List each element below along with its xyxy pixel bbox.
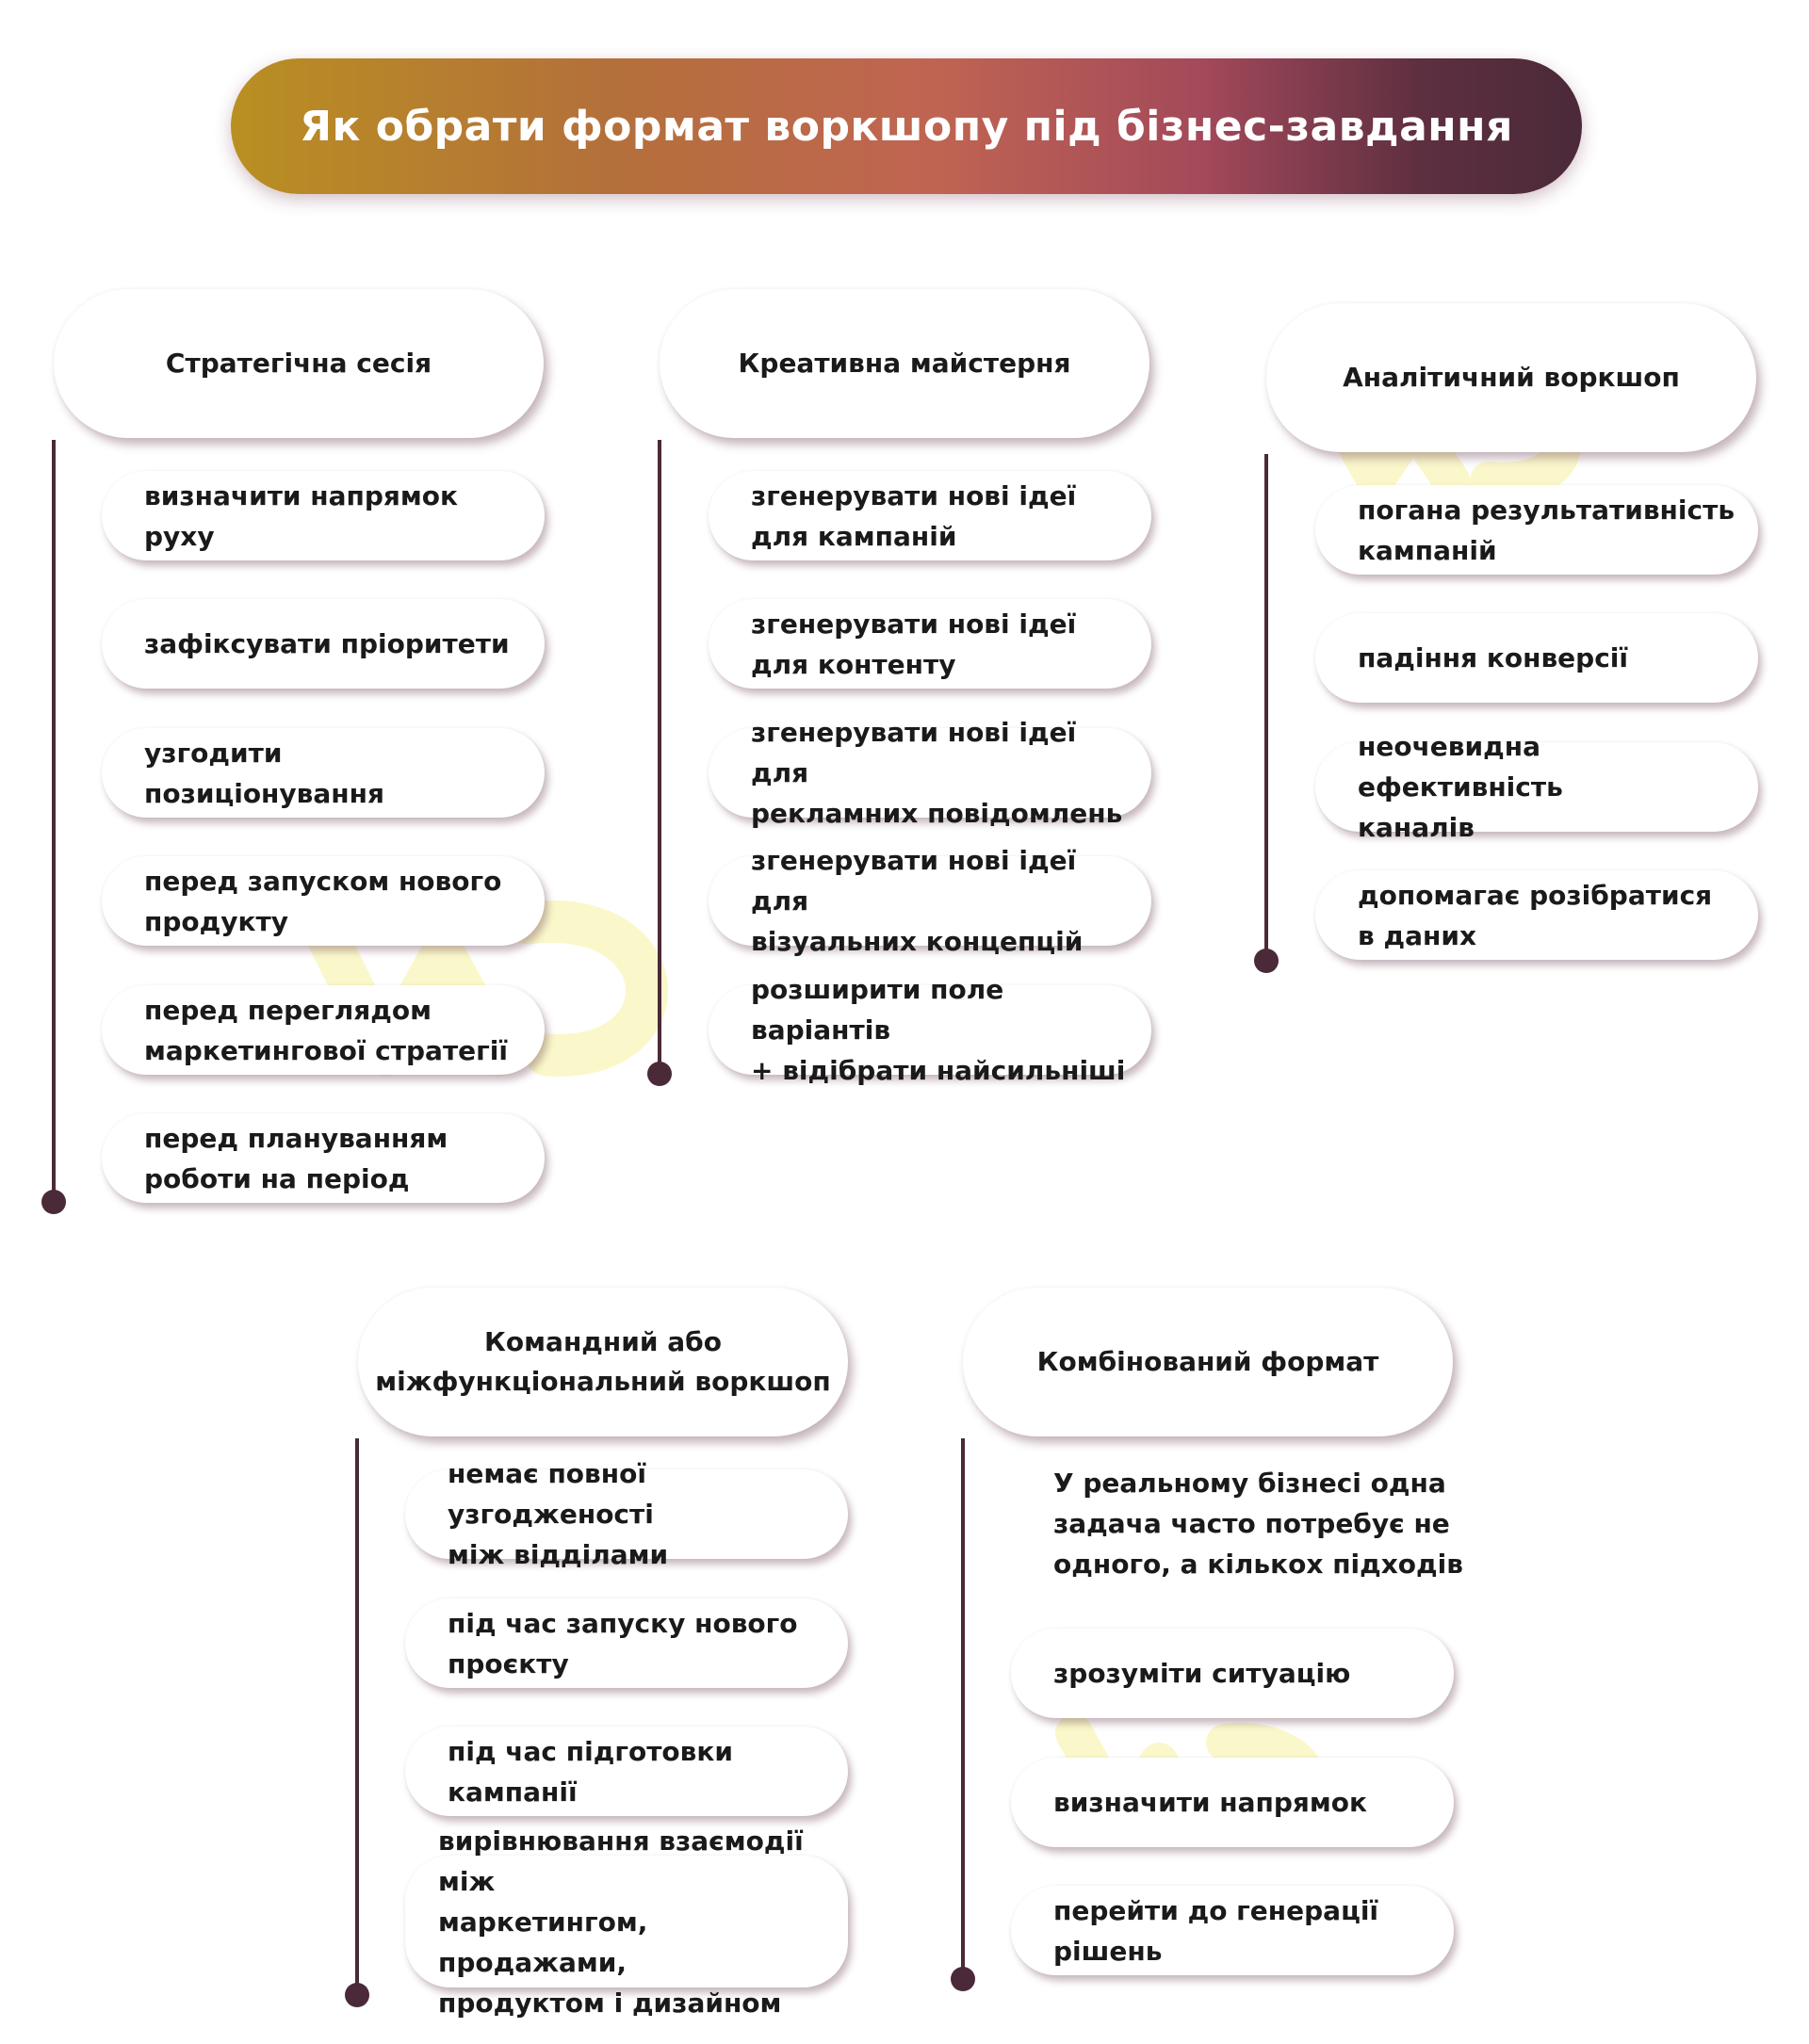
heading-creative-workshop [660,289,1149,438]
list-item: допомагає розібратися в даних [1315,870,1758,960]
list-item: визначити напрямок [1011,1758,1454,1847]
list-item: визначити напрямок руху [102,471,545,560]
heading-combined-format [963,1288,1453,1436]
heading-label: Стратегічна сесія [165,348,432,379]
list-item: згенерувати нові ідеї для кампаній [709,471,1151,560]
timeline-end-dot [1254,949,1279,973]
list-item: немає повної узгодженості між відділами [405,1469,848,1559]
heading-team-workshop [358,1288,848,1436]
timeline-line [1264,454,1268,960]
heading-strategic-session [54,289,544,438]
page-title: Як обрати формат воркшопу під бізнес-завдання [231,58,1582,194]
timeline-end-dot [41,1190,66,1214]
list-item: під час запуску нового проєкту [405,1598,848,1688]
heading-label: Аналітичний воркшоп [1343,362,1680,393]
list-item: падіння конверсії [1315,613,1758,703]
combined-format-note: У реальному бізнесі одна задача часто потребує не одного, а кількох підходів [1053,1468,1463,1580]
list-item: погана результативність кампаній [1315,485,1758,575]
list-item: перед переглядом маркетингової стратегії [102,985,545,1075]
list-item: перед запуском нового продукту [102,856,545,946]
timeline-line [355,1438,359,1994]
heading-label: Командний або міжфункціональний воркшоп [375,1326,831,1397]
list-item: згенерувати нові ідеї для рекламних повідомлень [709,728,1151,818]
heading-label: Комбінований формат [1036,1346,1379,1377]
timeline-line [658,440,661,1073]
list-item: перейти до генерації рішень [1011,1886,1454,1975]
list-item: вирівнювання взаємодії між маркетингом, продажами, продуктом і дизайном [405,1856,848,1987]
timeline-line [52,440,56,1201]
list-item: неочевидна ефективність каналів [1315,742,1758,832]
list-item: зрозуміти ситуацію [1011,1629,1454,1718]
timeline-end-dot [647,1062,672,1086]
list-item: перед плануванням роботи на період [102,1113,545,1203]
list-item: зафіксувати пріоритети [102,599,545,689]
heading-analytical-workshop [1266,303,1756,452]
list-item: розширити поле варіантів + відібрати найсильніші [709,985,1151,1075]
list-item: згенерувати нові ідеї для контенту [709,599,1151,689]
timeline-end-dot [951,1967,975,1991]
heading-label: Креативна майстерня [738,348,1071,379]
list-item: узгодити позиціонування [102,728,545,818]
list-item: згенерувати нові ідеї для візуальних концепцій [709,856,1151,946]
timeline-line [961,1438,965,1978]
timeline-end-dot [345,1983,369,2007]
list-item: під час підготовки кампанії [405,1727,848,1816]
